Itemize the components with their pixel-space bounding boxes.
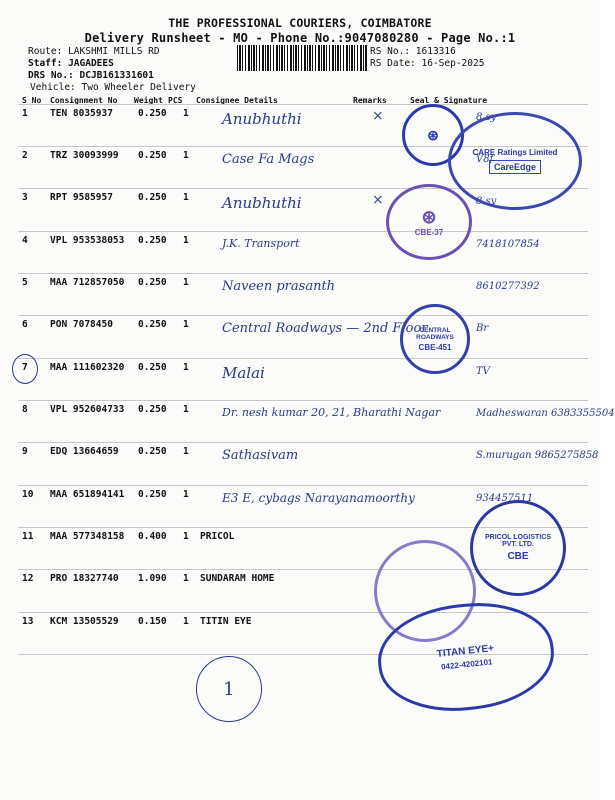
row-divider — [18, 273, 588, 274]
row-consignee-handwritten: E3 E, cybags Narayanamoorthy — [222, 491, 415, 505]
row-divider — [18, 315, 588, 316]
row-pcs: 1 — [183, 489, 189, 500]
row-signature: 7418107854 — [476, 239, 540, 250]
rs-date-line — [370, 58, 484, 69]
row-divider — [18, 400, 588, 401]
vehicle-label: Vehicle: — [30, 82, 76, 93]
row-remarks-mark: × — [372, 192, 384, 208]
runsheet-subtitle: Delivery Runsheet - MO - Phone No.:9047080280 - Page No.:1 — [84, 31, 516, 45]
row-weight: 0.250 — [138, 235, 167, 246]
row-consignment: RPT 9585957 — [50, 192, 113, 203]
drs-label: DRS No.: — [28, 70, 74, 81]
titan-text: TITAN EYE+ — [436, 642, 495, 660]
row-pcs: 1 — [183, 192, 189, 203]
col-consignment: Consignment No — [50, 96, 118, 105]
row-weight: 0.250 — [138, 319, 167, 330]
pricol-cbe-text: CBE — [507, 551, 529, 562]
company-title: THE PROFESSIONAL COURIERS, COIMBATORE — [168, 16, 432, 30]
row-consignee-handwritten: Malai — [222, 364, 265, 382]
row-consignee-handwritten: Dr. nesh kumar 20, 21, Bharathi Nagar — [222, 406, 441, 419]
col-remarks: Remarks — [353, 96, 387, 105]
row-divider — [18, 231, 588, 232]
row-consignee-handwritten: Central Roadways — 2nd Floor — [222, 321, 428, 336]
barcode — [237, 45, 367, 71]
rs-no-line — [370, 46, 456, 57]
row-sno: 1 — [22, 108, 28, 119]
central-cbe-text: CBE-451 — [418, 342, 452, 352]
row-consignee: PRICOL — [200, 531, 235, 542]
row-pcs: 1 — [183, 573, 189, 584]
rs-date-value: 16-Sep-2025 — [421, 58, 485, 69]
rs-no-label: RS No.: — [370, 46, 411, 57]
vehicle-value: Two Wheeler Delivery — [81, 82, 196, 93]
row-consignment: TEN 8035937 — [50, 108, 113, 119]
row-sno: 13 — [22, 616, 34, 627]
row-weight: 0.250 — [138, 277, 167, 288]
row-divider — [18, 104, 588, 105]
central-roadways-stamp — [400, 304, 470, 374]
row-signature: Br — [476, 323, 489, 334]
row-divider — [18, 358, 588, 359]
row-sno: 3 — [22, 192, 28, 203]
row-signature: 934457511 — [476, 493, 534, 504]
row-weight: 0.400 — [138, 531, 167, 542]
row-consignee-handwritten: Naveen prasanth — [222, 279, 336, 294]
row-consignment: MAA 651894141 — [50, 489, 125, 500]
col-seal: Seal & Signature — [410, 96, 488, 105]
row-sno: 9 — [22, 446, 28, 457]
route-value: LAKSHMI MILLS RD — [68, 46, 160, 57]
row-pcs: 1 — [183, 404, 189, 415]
row-signature: S.murugan 9865275858 — [476, 450, 599, 461]
row-signature: 8 sy — [476, 196, 497, 207]
titan-phone-text: 0422-4202101 — [440, 656, 493, 672]
row-consignment: PRO 18327740 — [50, 573, 119, 584]
care-edge-text: CareEdge — [489, 160, 541, 174]
rs-date-label: RS Date: — [370, 58, 416, 69]
row-consignment: MAA 111602320 — [50, 362, 125, 373]
row-signature: Madheswaran 6383355504 — [476, 408, 615, 419]
row-sno: 2 — [22, 150, 28, 161]
row-consignee-handwritten: Anubhuthi — [222, 194, 302, 212]
central-roadways-text: CENTRAL ROADWAYS — [416, 326, 454, 341]
row-sno: 4 — [22, 235, 28, 246]
row-pcs: 1 — [183, 531, 189, 542]
logo-icon: ⊛ — [421, 207, 437, 227]
care-ratings-text: CARE Ratings Limited — [472, 148, 558, 157]
row-sno: 12 — [22, 573, 34, 584]
row-weight: 0.250 — [138, 192, 167, 203]
pricol-text: PRICOL LOGISTICS PVT. LTD. — [485, 534, 551, 548]
row-consignment: EDQ 13664659 — [50, 446, 119, 457]
row-signature: TV — [476, 366, 490, 377]
row-weight: 0.250 — [138, 404, 167, 415]
row-pcs: 1 — [183, 277, 189, 288]
row-weight: 0.250 — [138, 150, 167, 161]
route-line — [28, 46, 160, 57]
row-consignee-handwritten: Case Fa Mags — [222, 152, 315, 167]
row-divider — [18, 485, 588, 486]
row-pcs: 1 — [183, 235, 189, 246]
row-consignment: VPL 952604733 — [50, 404, 125, 415]
row-consignee: SUNDARAM HOME — [200, 573, 275, 584]
rs-no-value: 1613316 — [415, 46, 456, 57]
logo-icon: ⊛ — [427, 126, 439, 143]
row-weight: 1.090 — [138, 573, 167, 584]
row-7-circle-mark — [12, 354, 38, 384]
row-weight: 0.250 — [138, 489, 167, 500]
anubhuthi-stamp — [386, 184, 472, 260]
row-divider — [18, 442, 588, 443]
row-consignee: TITIN EYE — [200, 616, 252, 627]
row-weight: 0.250 — [138, 108, 167, 119]
row-sno: 5 — [22, 277, 28, 288]
drs-line — [28, 70, 154, 81]
row-sno: 10 — [22, 489, 34, 500]
drs-value: DCJB161331601 — [79, 70, 154, 81]
row-signature: V8f — [476, 154, 494, 165]
row-consignment: PON 7078450 — [50, 319, 113, 330]
staff-line — [28, 58, 114, 69]
row-sno: 6 — [22, 319, 28, 330]
col-pcs: PCS — [168, 96, 183, 105]
row-pcs: 1 — [183, 616, 189, 627]
row-weight: 0.250 — [138, 362, 167, 373]
row-sno: 11 — [22, 531, 34, 542]
row-consignee-handwritten: Anubhuthi — [222, 110, 302, 128]
row-pcs: 1 — [183, 108, 189, 119]
row-sno: 7 — [22, 362, 28, 373]
staff-value: JAGADEES — [68, 58, 114, 69]
row-sno: 8 — [22, 404, 28, 415]
route-label: Route: — [28, 46, 63, 57]
staff-label: Staff: — [28, 58, 63, 69]
care-ratings-stamp — [448, 112, 582, 210]
total-circle-mark — [196, 656, 262, 722]
circle-total-text: 1 — [223, 678, 235, 700]
col-consignee: Consignee Details — [196, 96, 278, 105]
row-consignment: KCM 13505529 — [50, 616, 119, 627]
row-signature: 8 sy — [476, 112, 497, 123]
anubhuthi-cbe-text: CBE-37 — [414, 228, 444, 237]
col-sno: S No — [22, 96, 42, 105]
row-consignment: MAA 712857050 — [50, 277, 125, 288]
row-pcs: 1 — [183, 150, 189, 161]
row-consignment: MAA 577348158 — [50, 531, 125, 542]
row-remarks-mark: × — [372, 108, 384, 124]
row-signature: 8610277392 — [476, 281, 540, 292]
vehicle-line — [30, 82, 196, 93]
pricol-stamp — [470, 500, 566, 596]
row-pcs: 1 — [183, 319, 189, 330]
row-weight: 0.150 — [138, 616, 167, 627]
row-consignment: TRZ 30093999 — [50, 150, 119, 161]
row-pcs: 1 — [183, 446, 189, 457]
col-weight: Weight — [134, 96, 163, 105]
row-consignment: VPL 953538053 — [50, 235, 125, 246]
row-pcs: 1 — [183, 362, 189, 373]
row-consignee-handwritten: Sathasivam — [222, 448, 299, 463]
row-weight: 0.250 — [138, 446, 167, 457]
row-consignee-handwritten: J.K. Transport — [222, 237, 300, 250]
